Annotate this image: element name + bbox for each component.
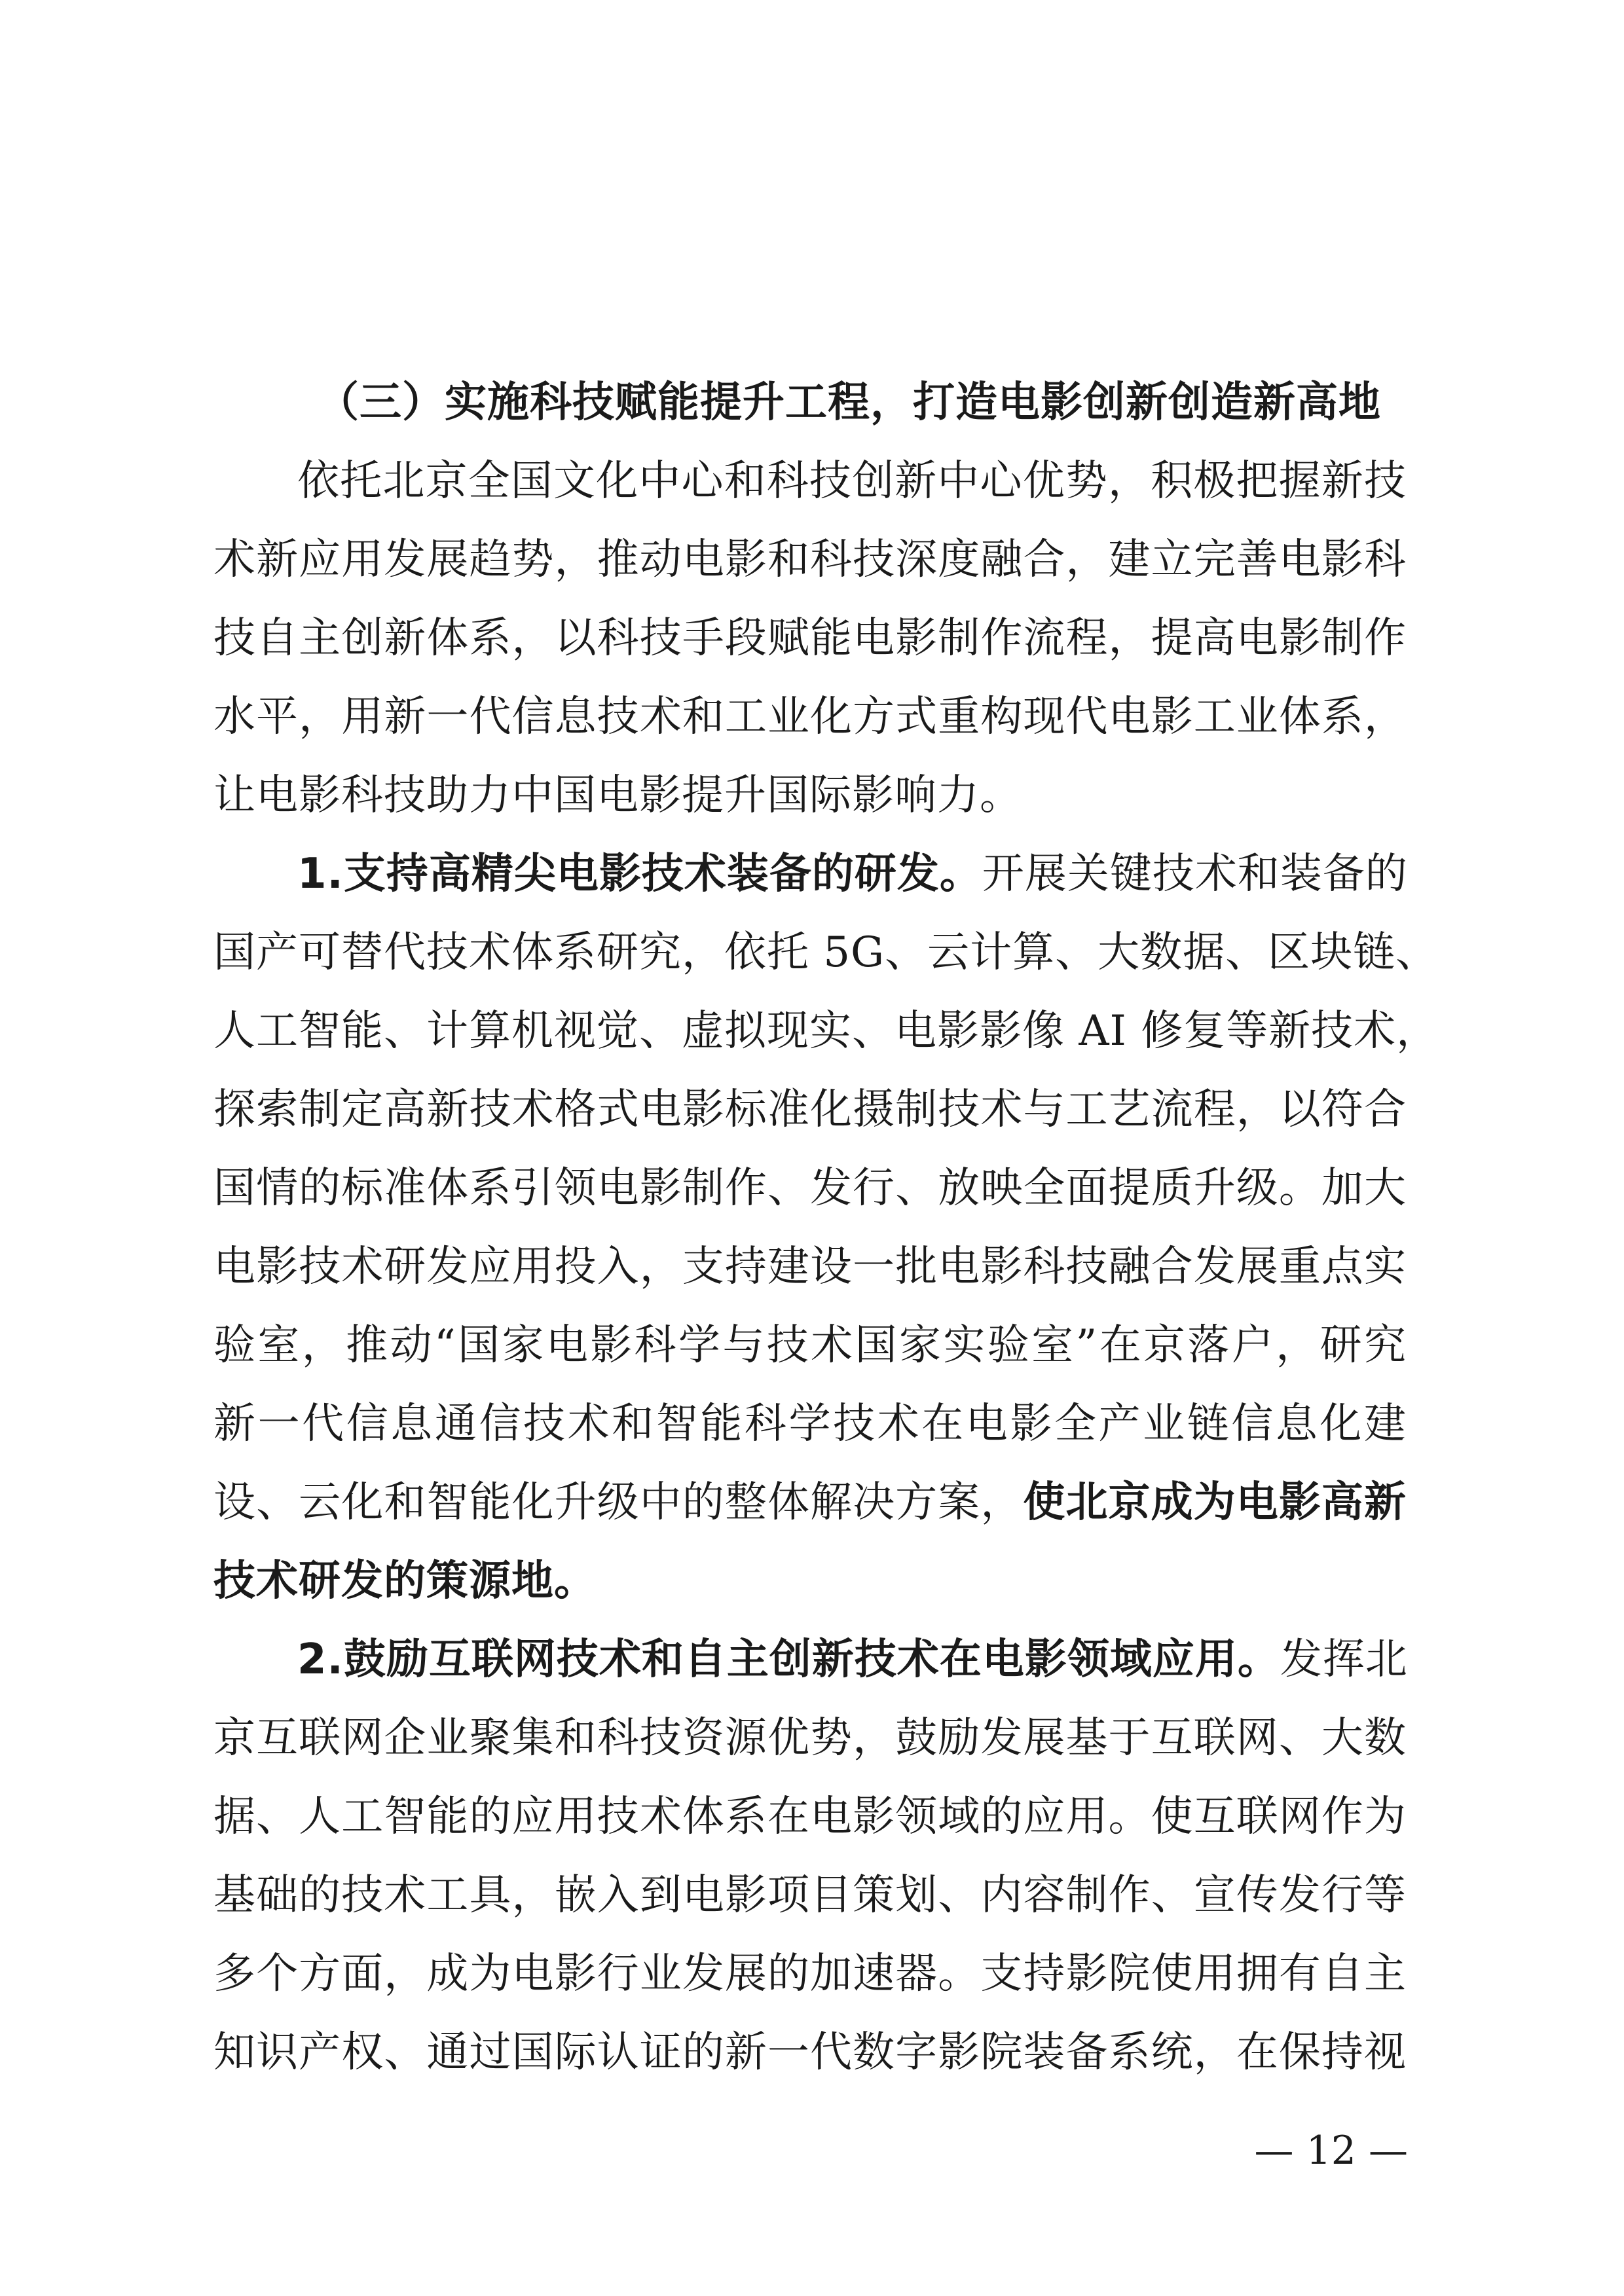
item-2-text: 发挥北 [1280, 1635, 1408, 1684]
paragraph-line: 电影技术研发应用投入，支持建设一批电影科技融合发展重点实 [213, 1243, 1407, 1291]
item-1-title: 1.支持高精尖电影技术装备的研发。 [297, 850, 982, 898]
item-1-first-line [297, 835, 1407, 913]
paragraph-line: 探索制定高新技术格式电影标准化摄制技术与工艺流程，以符合 [213, 1085, 1407, 1134]
paragraph-line: 术新应用发展趋势，推动电影和科技深度融合，建立完善电影科 [213, 536, 1407, 584]
paragraph-line: 新一代信息通信技术和智能科学技术在电影全产业链信息化建 [213, 1400, 1407, 1448]
paragraph-line: 多个方面，成为电影行业发展的加速器。支持影院使用拥有自主 [213, 1950, 1407, 1998]
paragraph-line: 水平，用新一代信息技术和工业化方式重构现代电影工业体系， [213, 693, 1407, 741]
paragraph-line: 依托北京全国文化中心和科技创新中心优势，积极把握新技 [297, 457, 1407, 505]
paragraph-line: 验室，推动“国家电影科学与技术国家实验室”在京落户，研究 [213, 1321, 1407, 1370]
item-1-emphasis-last: 技术研发的策源地。 [213, 1557, 597, 1605]
paragraph-line: 据、人工智能的应用技术体系在电影领域的应用。使互联网作为 [213, 1793, 1407, 1841]
item-1-penultimate-line [213, 1463, 1407, 1542]
item-2-first-line [297, 1620, 1407, 1699]
paragraph-line: 让电影科技助力中国电影提升国际影响力。 [213, 771, 1022, 820]
item-1-text: 设、云化和智能化升级中的整体解决方案， [213, 1478, 1024, 1527]
section-heading: （三）实施科技赋能提升工程，打造电影创新创造新高地 [317, 378, 1381, 427]
paragraph-line: 知识产权、通过国际认证的新一代数字影院装备系统，在保持视 [213, 2028, 1407, 2077]
paragraph-line: 基础的技术工具，嵌入到电影项目策划、内容制作、宣传发行等 [213, 1871, 1407, 1920]
paragraph-line: 技自主创新体系，以科技手段赋能电影制作流程，提高电影制作 [213, 614, 1407, 663]
page-number: — 12 — [1254, 2128, 1408, 2174]
item-1-text: 开展关键技术和装备的 [982, 850, 1408, 898]
paragraph-line: 京互联网企业聚集和科技资源优势，鼓励发展基于互联网、大数 [213, 1714, 1407, 1762]
paragraph-line: 人工智能、计算机视觉、虚拟现实、电影影像 AI 修复等新技术， [213, 1007, 1439, 1055]
item-1-emphasis: 使北京成为电影高新 [1023, 1478, 1407, 1527]
paragraph-line: 国产可替代技术体系研究，依托 5G、云计算、大数据、区块链、 [213, 928, 1439, 977]
paragraph-line: 国情的标准体系引领电影制作、发行、放映全面提质升级。加大 [213, 1164, 1407, 1212]
item-2-title: 2.鼓励互联网技术和自主创新技术在电影领域应用。 [297, 1635, 1280, 1684]
